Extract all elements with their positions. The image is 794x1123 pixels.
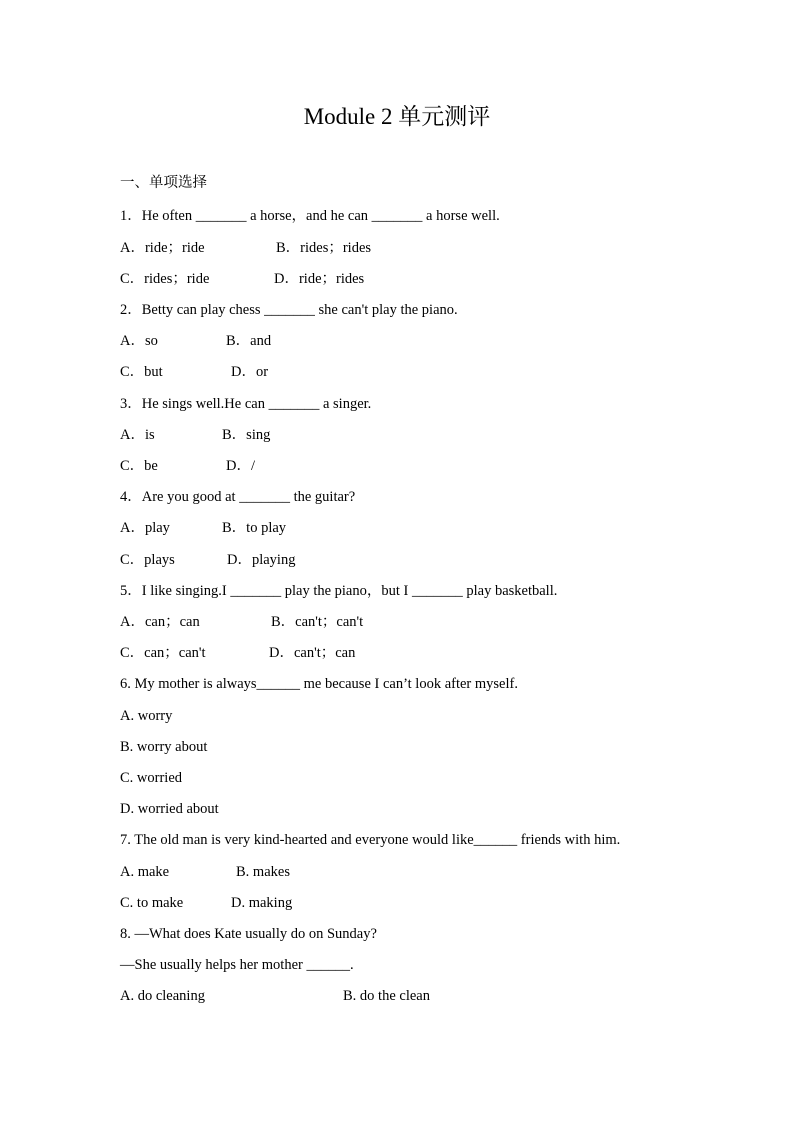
question-2-option-c: C．but [120,364,163,380]
question-1-option-c: C．rides；ride [120,271,210,287]
question-5-option-a: A．can；can [120,614,200,630]
question-7-option-b: B. makes [236,864,290,880]
question-6-option-d: D. worried about [120,801,219,817]
question-6-stem: 6. My mother is always______ me because I can’t look after myself. [120,676,518,692]
question-7-stem: 7. The old man is very kind-hearted and everyone would like______ friends with him. [120,832,621,848]
question-3-stem: 3．He sings well.He can _______ a singer. [120,396,372,412]
question-1-stem: 1．He often _______ a horse，and he can _______ a horse well. [120,208,500,224]
question-5-option-d: D．can't；can [269,645,356,661]
question-4-option-a: A．play [120,520,170,536]
question-3-option-d: D．/ [226,458,255,474]
section-heading: 一、单项选择 [120,175,207,191]
question-2-stem: 2．Betty can play chess _______ she can't play the piano. [120,302,458,318]
question-6-option-b: B. worry about [120,739,208,755]
question-7-option-a: A. make [120,864,170,880]
question-7-option-d: D. making [231,895,293,911]
question-3-option-b: B．sing [222,427,271,443]
question-1-option-a: A．ride；ride [120,240,205,256]
question-1-option-b: B．rides；rides [276,240,372,256]
page-title: Module 2 单元测评 [303,104,491,129]
question-1-option-d: D．ride；rides [274,271,365,287]
question-4-option-d: D．playing [227,552,296,568]
question-2-option-d: D．or [231,364,269,380]
question-6-option-a: A. worry [120,708,173,724]
question-4-option-b: B．to play [222,520,287,536]
question-3-option-c: C．be [120,458,158,474]
question-8-option-a: A. do cleaning [120,988,205,1004]
question-4-stem: 4．Are you good at _______ the guitar? [120,489,356,505]
question-3-option-a: A．is [120,427,155,443]
question-5-option-c: C．can；can't [120,645,206,661]
question-4-option-c: C．plays [120,552,175,568]
question-2-option-b: B．and [226,333,272,349]
question-6-option-c: C. worried [120,770,183,786]
question-8-stem: 8. —What does Kate usually do on Sunday? [120,926,377,942]
question-7-option-c: C. to make [120,895,184,911]
question-8-option-b: B. do the clean [343,988,430,1004]
question-2-option-a: A．so [120,333,158,349]
question-5-stem: 5．I like singing.I _______ play the piano，but I _______ play basketball. [120,583,558,599]
question-5-option-b: B．can't；can't [271,614,364,630]
question-8-stem-response: —She usually helps her mother ______. [120,957,354,973]
